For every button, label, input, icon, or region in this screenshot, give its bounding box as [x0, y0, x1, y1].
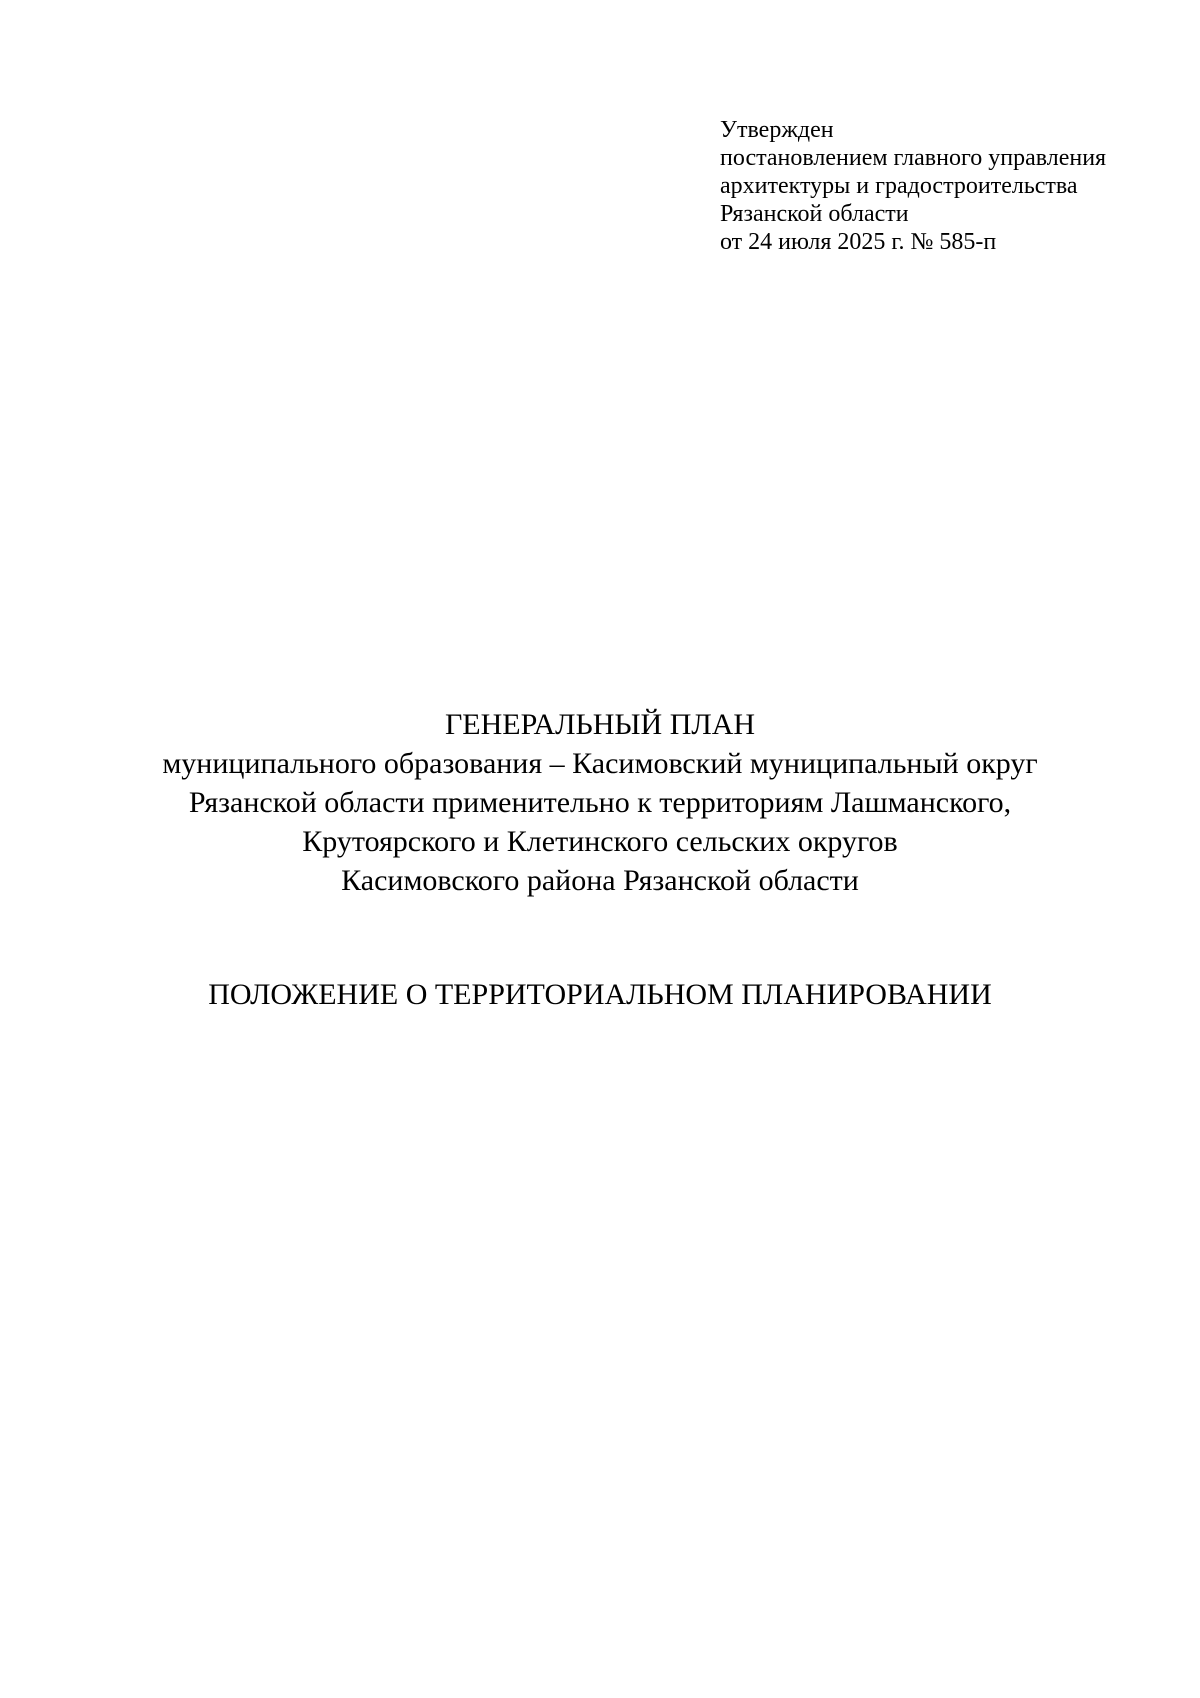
approval-line: архитектуры и градостроительства: [720, 173, 1078, 199]
title-line: муниципального образования – Касимовский муниципальный округ: [162, 747, 1038, 780]
document-heading: ГЕНЕРАЛЬНЫЙ ПЛАН: [444, 708, 756, 741]
approval-line: Рязанской области: [720, 201, 909, 227]
approval-line: постановлением главного управления: [720, 145, 1107, 171]
document-title-block: [0, 705, 1200, 900]
title-line: Крутоярского и Клетинского сельских округов: [302, 825, 898, 858]
title-line: Касимовского района Рязанской области: [341, 864, 859, 897]
title-line: Рязанской области применительно к территориям Лашманского,: [188, 786, 1012, 819]
approval-date-line: от 24 июля 2025 г. № 585-п: [720, 229, 997, 255]
approval-stamp: [720, 116, 1160, 256]
approval-line: Утвержден: [720, 117, 834, 143]
section-title: ПОЛОЖЕНИЕ О ТЕРРИТОРИАЛЬНОМ ПЛАНИРОВАНИИ: [208, 978, 992, 1011]
